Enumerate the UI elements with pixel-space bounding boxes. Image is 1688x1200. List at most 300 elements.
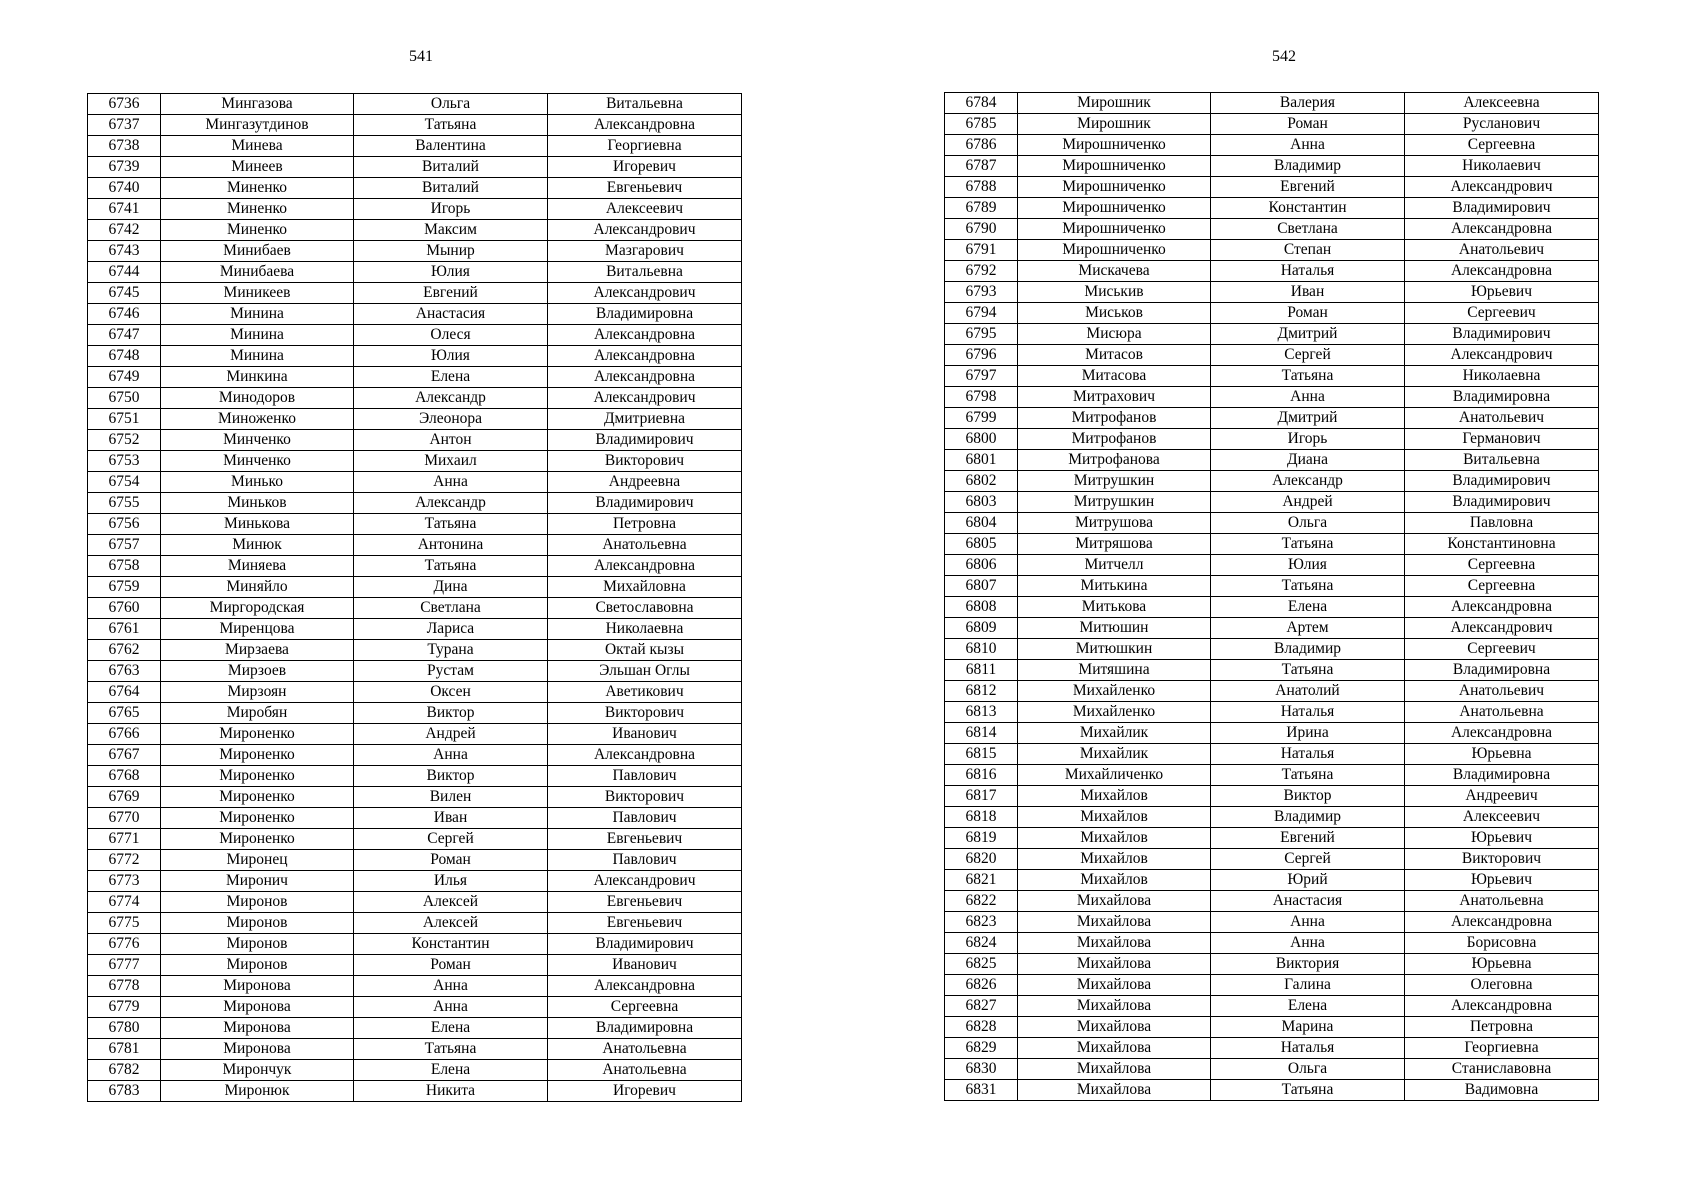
row-number-cell: 6759 bbox=[88, 577, 161, 598]
surname-cell: Миронец bbox=[161, 850, 354, 871]
row-number-cell: 6770 bbox=[88, 808, 161, 829]
surname-cell: Минько bbox=[161, 472, 354, 493]
row-number-cell: 6802 bbox=[945, 471, 1018, 492]
patronymic-cell: Иванович bbox=[548, 724, 742, 745]
table-row bbox=[945, 1059, 1599, 1080]
table-row bbox=[945, 639, 1599, 660]
first-name-cell: Татьяна bbox=[1211, 765, 1405, 786]
table-row bbox=[945, 723, 1599, 744]
table-row bbox=[945, 681, 1599, 702]
surname-cell: Миненко bbox=[161, 220, 354, 241]
row-number-cell: 6755 bbox=[88, 493, 161, 514]
row-number-cell: 6831 bbox=[945, 1080, 1018, 1101]
patronymic-cell: Владимирович bbox=[1405, 324, 1599, 345]
row-number-cell: 6829 bbox=[945, 1038, 1018, 1059]
table-row bbox=[945, 618, 1599, 639]
surname-cell: Мирошник bbox=[1018, 114, 1211, 135]
surname-cell: Михайлова bbox=[1018, 975, 1211, 996]
row-number-cell: 6765 bbox=[88, 703, 161, 724]
surname-cell: Митасов bbox=[1018, 345, 1211, 366]
table-row bbox=[945, 324, 1599, 345]
patronymic-cell: Владимировна bbox=[1405, 387, 1599, 408]
first-name-cell: Елена bbox=[354, 1060, 548, 1081]
first-name-cell: Анна bbox=[1211, 387, 1405, 408]
row-number-cell: 6824 bbox=[945, 933, 1018, 954]
table-row bbox=[945, 366, 1599, 387]
row-number-cell: 6796 bbox=[945, 345, 1018, 366]
table-row bbox=[945, 954, 1599, 975]
row-number-cell: 6793 bbox=[945, 282, 1018, 303]
first-name-cell: Виктор bbox=[354, 703, 548, 724]
surname-cell: Михайлова bbox=[1018, 996, 1211, 1017]
first-name-cell: Дмитрий bbox=[1211, 324, 1405, 345]
patronymic-cell: Александровна bbox=[1405, 723, 1599, 744]
first-name-cell: Наталья bbox=[1211, 744, 1405, 765]
row-number-cell: 6739 bbox=[88, 157, 161, 178]
patronymic-cell: Владимирович bbox=[1405, 198, 1599, 219]
patronymic-cell: Мазгарович bbox=[548, 241, 742, 262]
row-number-cell: 6775 bbox=[88, 913, 161, 934]
surname-cell: Миненко bbox=[161, 199, 354, 220]
table-row bbox=[88, 157, 742, 178]
patronymic-cell: Анатольевич bbox=[1405, 240, 1599, 261]
row-number-cell: 6788 bbox=[945, 177, 1018, 198]
surname-cell: Миронов bbox=[161, 913, 354, 934]
patronymic-cell: Евгеньевич bbox=[548, 178, 742, 199]
first-name-cell: Юлия bbox=[354, 262, 548, 283]
patronymic-cell: Георгиевна bbox=[548, 136, 742, 157]
first-name-cell: Татьяна bbox=[354, 556, 548, 577]
row-number-cell: 6758 bbox=[88, 556, 161, 577]
first-name-cell: Михаил bbox=[354, 451, 548, 472]
first-name-cell: Татьяна bbox=[354, 514, 548, 535]
patronymic-cell: Дмитриевна bbox=[548, 409, 742, 430]
first-name-cell: Валентина bbox=[354, 136, 548, 157]
first-name-cell: Оксен bbox=[354, 682, 548, 703]
table-row bbox=[88, 850, 742, 871]
first-name-cell: Игорь bbox=[354, 199, 548, 220]
surname-cell: Минина bbox=[161, 346, 354, 367]
surname-cell: Михайлик bbox=[1018, 744, 1211, 765]
patronymic-cell: Павлович bbox=[548, 850, 742, 871]
table-row bbox=[945, 660, 1599, 681]
surname-cell: Мирзоев bbox=[161, 661, 354, 682]
table-row bbox=[88, 661, 742, 682]
patronymic-cell: Станиславовна bbox=[1405, 1059, 1599, 1080]
patronymic-cell: Алексеевич bbox=[548, 199, 742, 220]
patronymic-cell: Сергеевич bbox=[1405, 303, 1599, 324]
table-row bbox=[945, 912, 1599, 933]
patronymic-cell: Витальевна bbox=[1405, 450, 1599, 471]
patronymic-cell: Юрьевна bbox=[1405, 954, 1599, 975]
table-row bbox=[88, 472, 742, 493]
page-number-right: 542 bbox=[1272, 48, 1296, 65]
surname-cell: Миронова bbox=[161, 1018, 354, 1039]
first-name-cell: Андрей bbox=[354, 724, 548, 745]
row-number-cell: 6743 bbox=[88, 241, 161, 262]
first-name-cell: Татьяна bbox=[1211, 576, 1405, 597]
patronymic-cell: Георгиевна bbox=[1405, 1038, 1599, 1059]
surname-cell: Митасова bbox=[1018, 366, 1211, 387]
table-row bbox=[945, 849, 1599, 870]
patronymic-cell: Юрьевна bbox=[1405, 744, 1599, 765]
surname-cell: Михайлик bbox=[1018, 723, 1211, 744]
surname-cell: Минибаева bbox=[161, 262, 354, 283]
first-name-cell: Анатолий bbox=[1211, 681, 1405, 702]
table-row bbox=[945, 891, 1599, 912]
first-name-cell: Наталья bbox=[1211, 261, 1405, 282]
first-name-cell: Игорь bbox=[1211, 429, 1405, 450]
table-row bbox=[945, 807, 1599, 828]
first-name-cell: Анна bbox=[354, 997, 548, 1018]
row-number-cell: 6753 bbox=[88, 451, 161, 472]
first-name-cell: Ирина bbox=[1211, 723, 1405, 744]
row-number-cell: 6774 bbox=[88, 892, 161, 913]
first-name-cell: Илья bbox=[354, 871, 548, 892]
table-row bbox=[88, 388, 742, 409]
patronymic-cell: Анатольевна bbox=[1405, 702, 1599, 723]
surname-cell: Митрахович bbox=[1018, 387, 1211, 408]
surname-cell: Митрушкин bbox=[1018, 471, 1211, 492]
patronymic-cell: Анатольевна bbox=[548, 535, 742, 556]
first-name-cell: Элеонора bbox=[354, 409, 548, 430]
patronymic-cell: Вадимовна bbox=[1405, 1080, 1599, 1101]
first-name-cell: Татьяна bbox=[354, 1039, 548, 1060]
surname-cell: Мискачева bbox=[1018, 261, 1211, 282]
patronymic-cell: Николаевич bbox=[1405, 156, 1599, 177]
first-name-cell: Анна bbox=[1211, 135, 1405, 156]
surname-cell: Минибаев bbox=[161, 241, 354, 262]
row-number-cell: 6764 bbox=[88, 682, 161, 703]
table-row bbox=[88, 241, 742, 262]
row-number-cell: 6778 bbox=[88, 976, 161, 997]
surname-cell: Миробян bbox=[161, 703, 354, 724]
first-name-cell: Юлия bbox=[1211, 555, 1405, 576]
table-row bbox=[945, 702, 1599, 723]
surname-cell: Мирошниченко bbox=[1018, 156, 1211, 177]
row-number-cell: 6741 bbox=[88, 199, 161, 220]
surname-cell: Миноженко bbox=[161, 409, 354, 430]
table-row bbox=[945, 429, 1599, 450]
surname-cell: Михайличенко bbox=[1018, 765, 1211, 786]
table-row bbox=[945, 219, 1599, 240]
table-row bbox=[945, 135, 1599, 156]
row-number-cell: 6744 bbox=[88, 262, 161, 283]
surname-cell: Митрушова bbox=[1018, 513, 1211, 534]
patronymic-cell: Владимировна bbox=[548, 1018, 742, 1039]
table-row bbox=[945, 597, 1599, 618]
row-number-cell: 6806 bbox=[945, 555, 1018, 576]
table-row bbox=[945, 303, 1599, 324]
surname-cell: Митрофанов bbox=[1018, 408, 1211, 429]
table-row bbox=[945, 261, 1599, 282]
surname-cell: Мирошник bbox=[1018, 93, 1211, 114]
table-row bbox=[88, 283, 742, 304]
surname-cell: Миськив bbox=[1018, 282, 1211, 303]
patronymic-cell: Аветикович bbox=[548, 682, 742, 703]
surname-cell: Митькова bbox=[1018, 597, 1211, 618]
surname-cell: Михайлова bbox=[1018, 1080, 1211, 1101]
first-name-cell: Антон bbox=[354, 430, 548, 451]
table-row bbox=[88, 493, 742, 514]
patronymic-cell: Сергеевна bbox=[548, 997, 742, 1018]
first-name-cell: Марина bbox=[1211, 1017, 1405, 1038]
table-row bbox=[88, 430, 742, 451]
surname-cell: Митрофанов bbox=[1018, 429, 1211, 450]
table-row bbox=[88, 934, 742, 955]
surname-cell: Минюк bbox=[161, 535, 354, 556]
first-name-cell: Ольга bbox=[354, 94, 548, 115]
first-name-cell: Татьяна bbox=[1211, 1080, 1405, 1101]
row-number-cell: 6745 bbox=[88, 283, 161, 304]
surname-cell: Миронов bbox=[161, 955, 354, 976]
patronymic-cell: Витальевна bbox=[548, 94, 742, 115]
patronymic-cell: Юрьевич bbox=[1405, 870, 1599, 891]
row-number-cell: 6812 bbox=[945, 681, 1018, 702]
first-name-cell: Анна bbox=[354, 976, 548, 997]
patronymic-cell: Октай кызы bbox=[548, 640, 742, 661]
patronymic-cell: Александрович bbox=[1405, 618, 1599, 639]
surname-cell: Миникеев bbox=[161, 283, 354, 304]
row-number-cell: 6738 bbox=[88, 136, 161, 157]
patronymic-cell: Игоревич bbox=[548, 1081, 742, 1102]
surname-cell: Миньков bbox=[161, 493, 354, 514]
patronymic-cell: Павлович bbox=[548, 808, 742, 829]
surname-cell: Миненко bbox=[161, 178, 354, 199]
patronymic-cell: Иванович bbox=[548, 955, 742, 976]
row-number-cell: 6791 bbox=[945, 240, 1018, 261]
first-name-cell: Светлана bbox=[354, 598, 548, 619]
surname-cell: Миняева bbox=[161, 556, 354, 577]
patronymic-cell: Игоревич bbox=[548, 157, 742, 178]
patronymic-cell: Николаевна bbox=[1405, 366, 1599, 387]
table-row bbox=[88, 136, 742, 157]
table-row bbox=[88, 640, 742, 661]
first-name-cell: Виктор bbox=[1211, 786, 1405, 807]
surname-cell: Мирошниченко bbox=[1018, 177, 1211, 198]
patronymic-cell: Константиновна bbox=[1405, 534, 1599, 555]
patronymic-cell: Эльшан Оглы bbox=[548, 661, 742, 682]
first-name-cell: Ольга bbox=[1211, 513, 1405, 534]
patronymic-cell: Светославовна bbox=[548, 598, 742, 619]
table-row bbox=[88, 577, 742, 598]
row-number-cell: 6779 bbox=[88, 997, 161, 1018]
patronymic-cell: Александровна bbox=[1405, 219, 1599, 240]
row-number-cell: 6761 bbox=[88, 619, 161, 640]
first-name-cell: Татьяна bbox=[1211, 534, 1405, 555]
first-name-cell: Елена bbox=[354, 1018, 548, 1039]
row-number-cell: 6769 bbox=[88, 787, 161, 808]
row-number-cell: 6803 bbox=[945, 492, 1018, 513]
table-row bbox=[945, 828, 1599, 849]
row-number-cell: 6746 bbox=[88, 304, 161, 325]
table-row bbox=[945, 1038, 1599, 1059]
table-row bbox=[945, 1017, 1599, 1038]
table-row bbox=[88, 1018, 742, 1039]
first-name-cell: Иван bbox=[1211, 282, 1405, 303]
table-row bbox=[88, 829, 742, 850]
first-name-cell: Виктория bbox=[1211, 954, 1405, 975]
surname-cell: Мингазутдинов bbox=[161, 115, 354, 136]
patronymic-cell: Александровна bbox=[548, 325, 742, 346]
first-name-cell: Татьяна bbox=[354, 115, 548, 136]
surname-cell: Михайлова bbox=[1018, 954, 1211, 975]
row-number-cell: 6807 bbox=[945, 576, 1018, 597]
first-name-cell: Сергей bbox=[1211, 849, 1405, 870]
row-number-cell: 6818 bbox=[945, 807, 1018, 828]
table-row bbox=[88, 451, 742, 472]
row-number-cell: 6771 bbox=[88, 829, 161, 850]
row-number-cell: 6819 bbox=[945, 828, 1018, 849]
table-row bbox=[945, 450, 1599, 471]
first-name-cell: Валерия bbox=[1211, 93, 1405, 114]
patronymic-cell: Владимировна bbox=[1405, 765, 1599, 786]
first-name-cell: Диана bbox=[1211, 450, 1405, 471]
patronymic-cell: Александрович bbox=[1405, 177, 1599, 198]
patronymic-cell: Александровна bbox=[548, 976, 742, 997]
surname-cell: Мирошниченко bbox=[1018, 135, 1211, 156]
first-name-cell: Константин bbox=[354, 934, 548, 955]
patronymic-cell: Юрьевич bbox=[1405, 828, 1599, 849]
patronymic-cell: Витальевна bbox=[548, 262, 742, 283]
surname-cell: Мирзаева bbox=[161, 640, 354, 661]
first-name-cell: Степан bbox=[1211, 240, 1405, 261]
first-name-cell: Александр bbox=[1211, 471, 1405, 492]
row-number-cell: 6821 bbox=[945, 870, 1018, 891]
first-name-cell: Никита bbox=[354, 1081, 548, 1102]
first-name-cell: Евгений bbox=[354, 283, 548, 304]
row-number-cell: 6823 bbox=[945, 912, 1018, 933]
first-name-cell: Ольга bbox=[1211, 1059, 1405, 1080]
row-number-cell: 6825 bbox=[945, 954, 1018, 975]
table-row bbox=[945, 345, 1599, 366]
surname-cell: Митюшин bbox=[1018, 618, 1211, 639]
row-number-cell: 6790 bbox=[945, 219, 1018, 240]
table-row bbox=[88, 409, 742, 430]
row-number-cell: 6816 bbox=[945, 765, 1018, 786]
surname-cell: Михайлов bbox=[1018, 807, 1211, 828]
page-number-left: 541 bbox=[409, 48, 433, 65]
surname-cell: Миргородская bbox=[161, 598, 354, 619]
table-row bbox=[945, 492, 1599, 513]
row-number-cell: 6763 bbox=[88, 661, 161, 682]
patronymic-cell: Викторович bbox=[548, 451, 742, 472]
surname-cell: Мироненко bbox=[161, 724, 354, 745]
patronymic-cell: Владимирович bbox=[548, 430, 742, 451]
patronymic-cell: Александрович bbox=[1405, 345, 1599, 366]
row-number-cell: 6742 bbox=[88, 220, 161, 241]
patronymic-cell: Юрьевич bbox=[1405, 282, 1599, 303]
row-number-cell: 6801 bbox=[945, 450, 1018, 471]
surname-cell: Минкина bbox=[161, 367, 354, 388]
row-number-cell: 6740 bbox=[88, 178, 161, 199]
first-name-cell: Алексей bbox=[354, 913, 548, 934]
row-number-cell: 6780 bbox=[88, 1018, 161, 1039]
patronymic-cell: Сергеевна bbox=[1405, 135, 1599, 156]
first-name-cell: Рустам bbox=[354, 661, 548, 682]
patronymic-cell: Анатольевич bbox=[1405, 408, 1599, 429]
table-row bbox=[88, 703, 742, 724]
surname-cell: Михайлова bbox=[1018, 1017, 1211, 1038]
patronymic-cell: Сергеевич bbox=[1405, 639, 1599, 660]
row-number-cell: 6768 bbox=[88, 766, 161, 787]
surname-cell: Михайлов bbox=[1018, 786, 1211, 807]
surname-cell: Миронич bbox=[161, 871, 354, 892]
first-name-cell: Наталья bbox=[1211, 1038, 1405, 1059]
first-name-cell: Анна bbox=[354, 745, 548, 766]
surname-cell: Мирзоян bbox=[161, 682, 354, 703]
first-name-cell: Евгений bbox=[1211, 828, 1405, 849]
first-name-cell: Анастасия bbox=[354, 304, 548, 325]
patronymic-cell: Павловна bbox=[1405, 513, 1599, 534]
table-row bbox=[88, 976, 742, 997]
row-number-cell: 6799 bbox=[945, 408, 1018, 429]
patronymic-cell: Александровна bbox=[1405, 261, 1599, 282]
patronymic-cell: Сергеевна bbox=[1405, 555, 1599, 576]
table-row bbox=[88, 1060, 742, 1081]
first-name-cell: Елена bbox=[354, 367, 548, 388]
surname-cell: Минина bbox=[161, 325, 354, 346]
patronymic-cell: Андреевна bbox=[548, 472, 742, 493]
surname-cell: Митрофанова bbox=[1018, 450, 1211, 471]
table-row bbox=[945, 387, 1599, 408]
table-row bbox=[945, 555, 1599, 576]
row-number-cell: 6737 bbox=[88, 115, 161, 136]
first-name-cell: Сергей bbox=[1211, 345, 1405, 366]
row-number-cell: 6820 bbox=[945, 849, 1018, 870]
surname-cell: Минькова bbox=[161, 514, 354, 535]
first-name-cell: Елена bbox=[1211, 996, 1405, 1017]
row-number-cell: 6811 bbox=[945, 660, 1018, 681]
row-number-cell: 6777 bbox=[88, 955, 161, 976]
patronymic-cell: Владимирович bbox=[1405, 492, 1599, 513]
first-name-cell: Юлия bbox=[354, 346, 548, 367]
surname-cell: Митряшова bbox=[1018, 534, 1211, 555]
row-number-cell: 6756 bbox=[88, 514, 161, 535]
row-number-cell: 6772 bbox=[88, 850, 161, 871]
table-row bbox=[88, 1039, 742, 1060]
surname-cell: Михайленко bbox=[1018, 681, 1211, 702]
patronymic-cell: Александрович bbox=[548, 283, 742, 304]
table-row bbox=[945, 744, 1599, 765]
first-name-cell: Анна bbox=[354, 472, 548, 493]
patronymic-cell: Владимирович bbox=[1405, 471, 1599, 492]
patronymic-cell: Анатольевич bbox=[1405, 681, 1599, 702]
register-table-right bbox=[944, 92, 1599, 1101]
surname-cell: Мироненко bbox=[161, 766, 354, 787]
row-number-cell: 6760 bbox=[88, 598, 161, 619]
patronymic-cell: Александрович bbox=[548, 388, 742, 409]
row-number-cell: 6809 bbox=[945, 618, 1018, 639]
surname-cell: Минеев bbox=[161, 157, 354, 178]
first-name-cell: Евгений bbox=[1211, 177, 1405, 198]
row-number-cell: 6784 bbox=[945, 93, 1018, 114]
row-number-cell: 6830 bbox=[945, 1059, 1018, 1080]
first-name-cell: Роман bbox=[354, 955, 548, 976]
row-number-cell: 6800 bbox=[945, 429, 1018, 450]
row-number-cell: 6795 bbox=[945, 324, 1018, 345]
surname-cell: Михайлова bbox=[1018, 933, 1211, 954]
first-name-cell: Татьяна bbox=[1211, 660, 1405, 681]
surname-cell: Митькина bbox=[1018, 576, 1211, 597]
row-number-cell: 6786 bbox=[945, 135, 1018, 156]
surname-cell: Миняйло bbox=[161, 577, 354, 598]
first-name-cell: Анастасия bbox=[1211, 891, 1405, 912]
table-row bbox=[945, 177, 1599, 198]
table-row bbox=[88, 199, 742, 220]
surname-cell: Мирончук bbox=[161, 1060, 354, 1081]
surname-cell: Мироненко bbox=[161, 808, 354, 829]
